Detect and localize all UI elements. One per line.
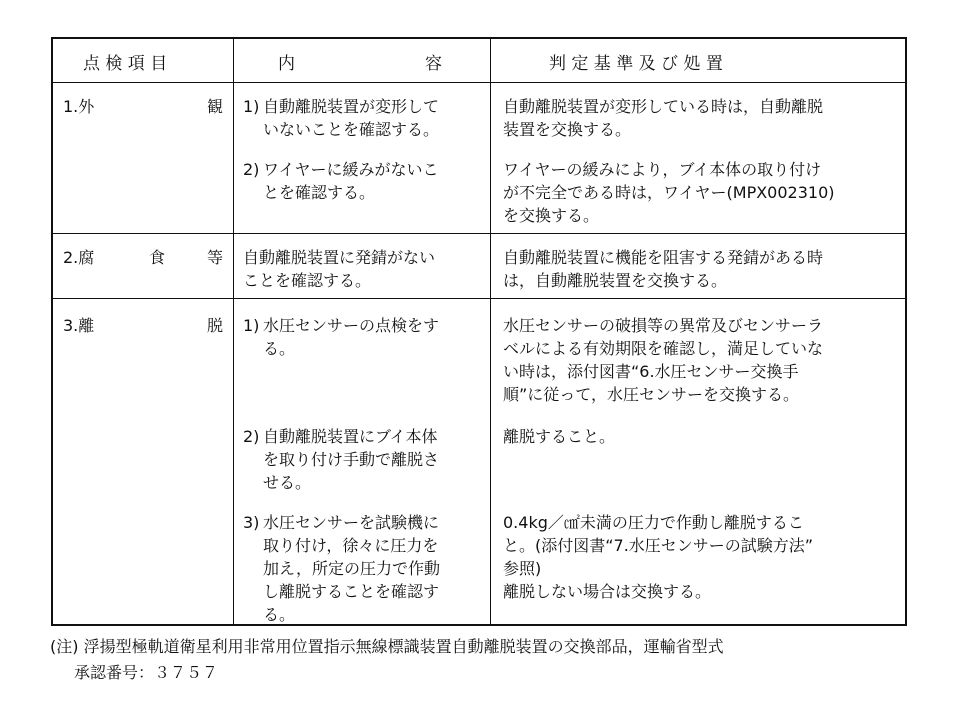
row1-item-end: 観 [207, 97, 224, 116]
row2-criteria-line2: は，自動離脱装置を交換する。 [503, 271, 728, 290]
row1-criteria2-line3: を交換する。 [503, 206, 600, 225]
row3-content3-line3: 加え，所定の圧力で作動 [263, 559, 440, 578]
row1-criteria1-line2: 装置を交換する。 [503, 120, 632, 139]
row3-content2-num: 2) [243, 427, 260, 446]
row3-criteria3-line3: 参照) [503, 559, 542, 578]
row3-content2-line1: 自動離脱装置にブイ本体 [263, 427, 438, 446]
row3-content1-line2: る。 [263, 339, 296, 358]
header-inspection-item: 点 検 項 目 [83, 54, 168, 74]
row-divider [53, 233, 905, 234]
inspection-table [51, 37, 907, 626]
row2-content-line2: ことを確認する。 [243, 271, 372, 290]
row3-content2-line3: せる。 [263, 473, 312, 492]
row3-criteria1-line4: 順”に従って，水圧センサーを交換する。 [503, 385, 799, 404]
footnote-line2: 承認番号：３７５７ [74, 663, 219, 682]
row1-content1-num: 1) [243, 97, 260, 116]
row3-content1-num: 1) [243, 316, 260, 335]
header-content-b: 容 [425, 54, 442, 74]
row3-content3-line4: し離脱することを確認す [263, 582, 440, 601]
footnote-line1: (注) 浮揚型極軌道衛星利用非常用位置指示無線標識装置自動離脱装置の交換部品，運輸省型式 [50, 637, 724, 656]
header-criteria: 判 定 基 準 及 び 処 置 [549, 54, 723, 74]
row3-content2-line2: を取り付け手動で離脱さ [263, 450, 440, 469]
row2-item-number: 2.腐 [63, 248, 95, 267]
row1-content2-num: 2) [243, 160, 260, 179]
row3-criteria3-line2: と。(添付図書“7.水圧センサーの試験方法” [503, 536, 814, 555]
row1-content2-line2: とを確認する。 [263, 183, 376, 202]
row3-criteria3-line4: 離脱しない場合は交換する。 [503, 582, 712, 601]
row3-criteria3-line1: 0.4kg／㎠未満の圧力で作動し離脱するこ [503, 513, 804, 532]
row3-criteria1-line1: 水圧センサーの破損等の異常及びセンサーラ [503, 316, 824, 335]
row3-content1-line1: 水圧センサーの点検をす [263, 316, 440, 335]
row3-content3-line5: る。 [263, 605, 296, 624]
row3-item-end: 脱 [207, 316, 224, 335]
row1-criteria1-line1: 自動離脱装置が変形している時は，自動離脱 [503, 97, 824, 116]
row-divider [53, 298, 905, 299]
row2-item-end: 等 [207, 248, 224, 267]
row3-content3-line1: 水圧センサーを試験機に [263, 513, 440, 532]
row2-criteria-line1: 自動離脱装置に機能を阻害する発錆がある時 [503, 248, 824, 267]
column-divider [490, 39, 491, 624]
row1-content1-line2: いないことを確認する。 [263, 120, 440, 139]
row3-item-number: 3.離 [63, 316, 95, 335]
row2-item-mid: 食 [149, 248, 166, 267]
row-divider [53, 82, 905, 83]
row1-criteria2-line2: が不完全である時は，ワイヤー(MPX002310) [503, 183, 835, 202]
row1-criteria2-line1: ワイヤーの緩みにより，ブイ本体の取り付け [503, 160, 822, 179]
row2-content-line1: 自動離脱装置に発錆がない [243, 248, 436, 267]
row1-item-number: 1.外 [63, 97, 95, 116]
row1-content1-line1: 自動離脱装置が変形して [263, 97, 440, 116]
row3-content3-num: 3) [243, 513, 260, 532]
row3-criteria1-line2: ベルによる有効期限を確認し，満足していな [503, 339, 824, 358]
row3-content3-line2: 取り付け，徐々に圧力を [263, 536, 439, 555]
row1-content2-line1: ワイヤーに緩みがないこ [263, 160, 439, 179]
row3-criteria2-line1: 離脱すること。 [503, 427, 616, 446]
row3-criteria1-line3: い時は，添付図書“6.水圧センサー交換手 [503, 362, 799, 381]
column-divider [233, 39, 234, 624]
header-content-a: 内 [278, 54, 295, 74]
